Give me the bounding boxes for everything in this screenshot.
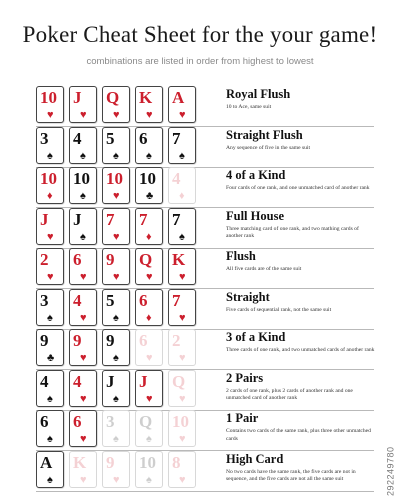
card-suit-icon: ♠ bbox=[113, 433, 119, 445]
playing-card bbox=[36, 410, 64, 447]
card-rank: 8 bbox=[172, 452, 181, 472]
playing-card bbox=[135, 208, 163, 245]
card-suit-icon: ♥ bbox=[179, 352, 186, 364]
hand-description: All five cards are of the same suit bbox=[226, 266, 302, 272]
card-suit-icon: ♥ bbox=[47, 271, 54, 283]
card-suit-icon: ♠ bbox=[80, 149, 86, 162]
card-suit-icon: ♥ bbox=[146, 352, 153, 364]
playing-card bbox=[69, 86, 97, 123]
hand-row bbox=[36, 451, 374, 489]
page-subtitle: combinations are listed in order from highest to lowest bbox=[86, 56, 314, 67]
card-rank: 7 bbox=[172, 128, 181, 148]
playing-card bbox=[36, 289, 64, 326]
playing-card bbox=[36, 208, 64, 245]
card-suit-icon: ♥ bbox=[179, 433, 186, 445]
playing-card bbox=[102, 167, 130, 204]
card-suit-icon: ♠ bbox=[47, 473, 53, 486]
card-suit-icon: ♠ bbox=[47, 392, 53, 405]
card-rank: 6 bbox=[73, 250, 82, 269]
card-rank: 9 bbox=[106, 331, 115, 350]
card-rank: 9 bbox=[40, 331, 49, 350]
card-rank: 6 bbox=[40, 412, 49, 431]
card-suit-icon: ♥ bbox=[146, 109, 153, 121]
playing-card bbox=[36, 329, 64, 366]
card-suit-icon: ♥ bbox=[146, 271, 153, 283]
hand-name: Flush bbox=[226, 249, 256, 263]
card-rank: Q bbox=[139, 412, 153, 431]
playing-card bbox=[168, 329, 196, 366]
playing-card bbox=[36, 86, 64, 123]
card-rank: K bbox=[172, 250, 186, 269]
card-suit-icon: ♥ bbox=[179, 392, 186, 405]
playing-card bbox=[135, 248, 163, 285]
card-suit-icon: ♥ bbox=[179, 311, 186, 324]
playing-card bbox=[69, 127, 97, 164]
watermark-id: 292249780 bbox=[386, 446, 396, 496]
card-rank: 10 bbox=[73, 169, 90, 188]
card-suit-icon: ♥ bbox=[80, 433, 87, 445]
card-rank: 10 bbox=[139, 169, 156, 188]
playing-card bbox=[168, 208, 196, 245]
playing-card bbox=[102, 208, 130, 245]
card-rank: 9 bbox=[73, 331, 82, 350]
hand-row bbox=[36, 86, 374, 124]
card-rank: J bbox=[73, 88, 82, 107]
playing-card bbox=[102, 329, 130, 366]
card-rank: 10 bbox=[40, 88, 57, 107]
hand-description: Five cards of sequential rank, not the same suit bbox=[226, 306, 332, 313]
playing-card bbox=[135, 410, 163, 447]
hand-description: No two cards have the same rank, the five cards are not in sequence, and the five cards are not all the same suit bbox=[226, 468, 356, 482]
playing-card bbox=[135, 329, 163, 366]
card-suit-icon: ♥ bbox=[113, 109, 120, 121]
card-suit-icon: ♠ bbox=[113, 392, 119, 405]
card-rank: 4 bbox=[73, 128, 82, 148]
playing-card bbox=[135, 167, 163, 204]
card-suit-icon: ♣ bbox=[146, 190, 154, 202]
hand-name: 4 of a Kind bbox=[226, 168, 286, 182]
playing-card bbox=[69, 410, 97, 447]
card-rank: 6 bbox=[73, 412, 82, 431]
hand-row bbox=[36, 167, 374, 205]
card-rank: 10 bbox=[106, 169, 123, 188]
card-suit-icon: ♠ bbox=[113, 311, 119, 324]
hand-row bbox=[36, 329, 374, 367]
card-rank: 2 bbox=[40, 250, 49, 269]
hand-name: Royal Flush bbox=[226, 87, 291, 101]
playing-card bbox=[69, 289, 97, 326]
playing-card bbox=[168, 410, 196, 447]
card-suit-icon: ♥ bbox=[179, 473, 186, 486]
playing-card bbox=[135, 370, 163, 407]
playing-card bbox=[168, 370, 196, 407]
card-suit-icon: ♣ bbox=[47, 352, 55, 364]
card-suit-icon: ♠ bbox=[47, 433, 53, 445]
card-rank: 3 bbox=[40, 290, 49, 310]
playing-card bbox=[168, 289, 196, 326]
card-rank: 10 bbox=[172, 412, 189, 431]
card-suit-icon: ♥ bbox=[80, 109, 87, 121]
card-suit-icon: ♥ bbox=[113, 230, 120, 243]
card-suit-icon: ♥ bbox=[80, 352, 87, 364]
playing-card bbox=[69, 167, 97, 204]
card-rank: J bbox=[106, 371, 115, 391]
playing-card bbox=[102, 451, 130, 488]
card-rank: K bbox=[73, 452, 87, 472]
card-suit-icon: ♥ bbox=[113, 190, 120, 202]
hand-description: Four cards of one rank, and one unmatched card of another rank bbox=[226, 185, 370, 191]
card-rank: Q bbox=[106, 88, 120, 107]
hand-row bbox=[36, 127, 374, 165]
playing-card bbox=[102, 127, 130, 164]
playing-card bbox=[69, 208, 97, 245]
card-suit-icon: ♥ bbox=[80, 271, 87, 283]
card-suit-icon: ♠ bbox=[146, 473, 152, 486]
card-suit-icon: ♥ bbox=[179, 109, 186, 121]
playing-card bbox=[168, 451, 196, 488]
playing-card bbox=[36, 451, 64, 488]
card-rank: 7 bbox=[172, 209, 181, 229]
hand-description: Three matching card of one rank, and two mathing cards of another rank bbox=[226, 225, 359, 239]
hand-name: Straight Flush bbox=[226, 127, 303, 142]
card-rank: Q bbox=[172, 371, 186, 391]
card-rank: J bbox=[139, 371, 148, 391]
card-rank: 7 bbox=[172, 290, 181, 310]
card-rank: 4 bbox=[73, 371, 82, 391]
card-rank: 2 bbox=[172, 331, 181, 350]
hand-description: Contains two cards of the same rank, plus three other unmatched cards bbox=[226, 428, 371, 442]
playing-card bbox=[36, 370, 64, 407]
hand-description: 10 to Ace, same suit bbox=[226, 104, 272, 110]
playing-card bbox=[69, 248, 97, 285]
hand-row bbox=[36, 208, 374, 246]
hand-row bbox=[36, 248, 374, 286]
card-suit-icon: ♠ bbox=[80, 230, 86, 243]
playing-card bbox=[102, 248, 130, 285]
card-suit-icon: ♥ bbox=[80, 311, 87, 324]
card-rank: 6 bbox=[139, 290, 148, 310]
card-suit-icon: ♥ bbox=[80, 392, 87, 405]
row-divider bbox=[36, 491, 374, 492]
playing-card bbox=[102, 370, 130, 407]
card-suit-icon: ♠ bbox=[47, 311, 53, 324]
playing-card bbox=[168, 248, 196, 285]
card-rank: 6 bbox=[139, 331, 148, 350]
card-rank: 10 bbox=[139, 452, 156, 472]
card-suit-icon: ♥ bbox=[47, 109, 54, 121]
playing-card bbox=[168, 86, 196, 123]
hand-name: 3 of a Kind bbox=[226, 330, 286, 344]
card-suit-icon: ♠ bbox=[179, 149, 185, 162]
card-rank: 3 bbox=[40, 128, 49, 148]
card-suit-icon: ♠ bbox=[80, 190, 86, 202]
hand-name: 2 Pairs bbox=[226, 370, 264, 385]
hand-description: 2 cards of one rank, plus 2 cards of another rank and one unmatched card of another rank bbox=[226, 387, 353, 401]
card-rank: A bbox=[40, 452, 53, 472]
hand-row bbox=[36, 410, 374, 448]
card-rank: 9 bbox=[106, 250, 115, 269]
card-suit-icon: ♠ bbox=[47, 149, 53, 162]
card-rank: 3 bbox=[106, 412, 115, 431]
playing-card bbox=[135, 127, 163, 164]
hand-row bbox=[36, 289, 374, 327]
playing-card bbox=[102, 289, 130, 326]
playing-card bbox=[135, 86, 163, 123]
card-suit-icon: ♠ bbox=[113, 352, 119, 364]
card-suit-icon: ♥ bbox=[80, 473, 87, 486]
hand-name: Full House bbox=[226, 208, 284, 223]
card-rank: J bbox=[40, 209, 49, 229]
card-suit-icon: ♠ bbox=[146, 433, 152, 445]
playing-card bbox=[69, 329, 97, 366]
card-rank: 6 bbox=[139, 128, 148, 148]
card-suit-icon: ♥ bbox=[113, 473, 120, 486]
card-suit-icon: ♠ bbox=[179, 230, 185, 243]
card-suit-icon: ♦ bbox=[146, 230, 152, 243]
playing-card bbox=[69, 451, 97, 488]
card-suit-icon: ♥ bbox=[47, 230, 54, 243]
card-rank: 9 bbox=[106, 452, 115, 472]
hand-name: 1 Pair bbox=[226, 411, 259, 425]
card-suit-icon: ♠ bbox=[113, 149, 119, 162]
card-rank: 5 bbox=[106, 128, 115, 148]
hand-description: Any sequence of five in the same suit bbox=[226, 144, 311, 151]
hand-row bbox=[36, 370, 374, 408]
card-rank: 4 bbox=[172, 169, 181, 188]
card-suit-icon: ♥ bbox=[146, 392, 153, 405]
playing-card bbox=[168, 167, 196, 204]
card-rank: 4 bbox=[40, 371, 49, 391]
card-rank: 4 bbox=[73, 290, 82, 310]
card-suit-icon: ♦ bbox=[47, 190, 53, 202]
hand-description: Three cards of one rank, and two unmatched cards of another rank bbox=[226, 347, 375, 353]
card-rank: 10 bbox=[40, 169, 57, 188]
playing-card bbox=[36, 127, 64, 164]
playing-card bbox=[135, 451, 163, 488]
playing-card bbox=[168, 127, 196, 164]
playing-card bbox=[102, 86, 130, 123]
card-suit-icon: ♦ bbox=[179, 190, 185, 202]
card-rank: Q bbox=[139, 250, 153, 269]
card-suit-icon: ♦ bbox=[146, 311, 152, 324]
playing-card bbox=[135, 289, 163, 326]
playing-card bbox=[69, 370, 97, 407]
card-rank: J bbox=[73, 209, 82, 229]
playing-card bbox=[36, 248, 64, 285]
playing-card bbox=[36, 167, 64, 204]
card-rank: 7 bbox=[106, 209, 115, 229]
card-suit-icon: ♥ bbox=[113, 271, 120, 283]
playing-card bbox=[102, 410, 130, 447]
card-rank: A bbox=[172, 88, 185, 107]
card-rank: 5 bbox=[106, 290, 115, 310]
card-rank: 7 bbox=[139, 209, 148, 229]
card-suit-icon: ♠ bbox=[146, 149, 152, 162]
hand-name: High Card bbox=[226, 451, 284, 466]
hand-name: Straight bbox=[226, 289, 270, 304]
page-title: Poker Cheat Sheet for the your game! bbox=[22, 22, 378, 47]
card-suit-icon: ♥ bbox=[179, 271, 186, 283]
card-rank: K bbox=[139, 88, 153, 107]
